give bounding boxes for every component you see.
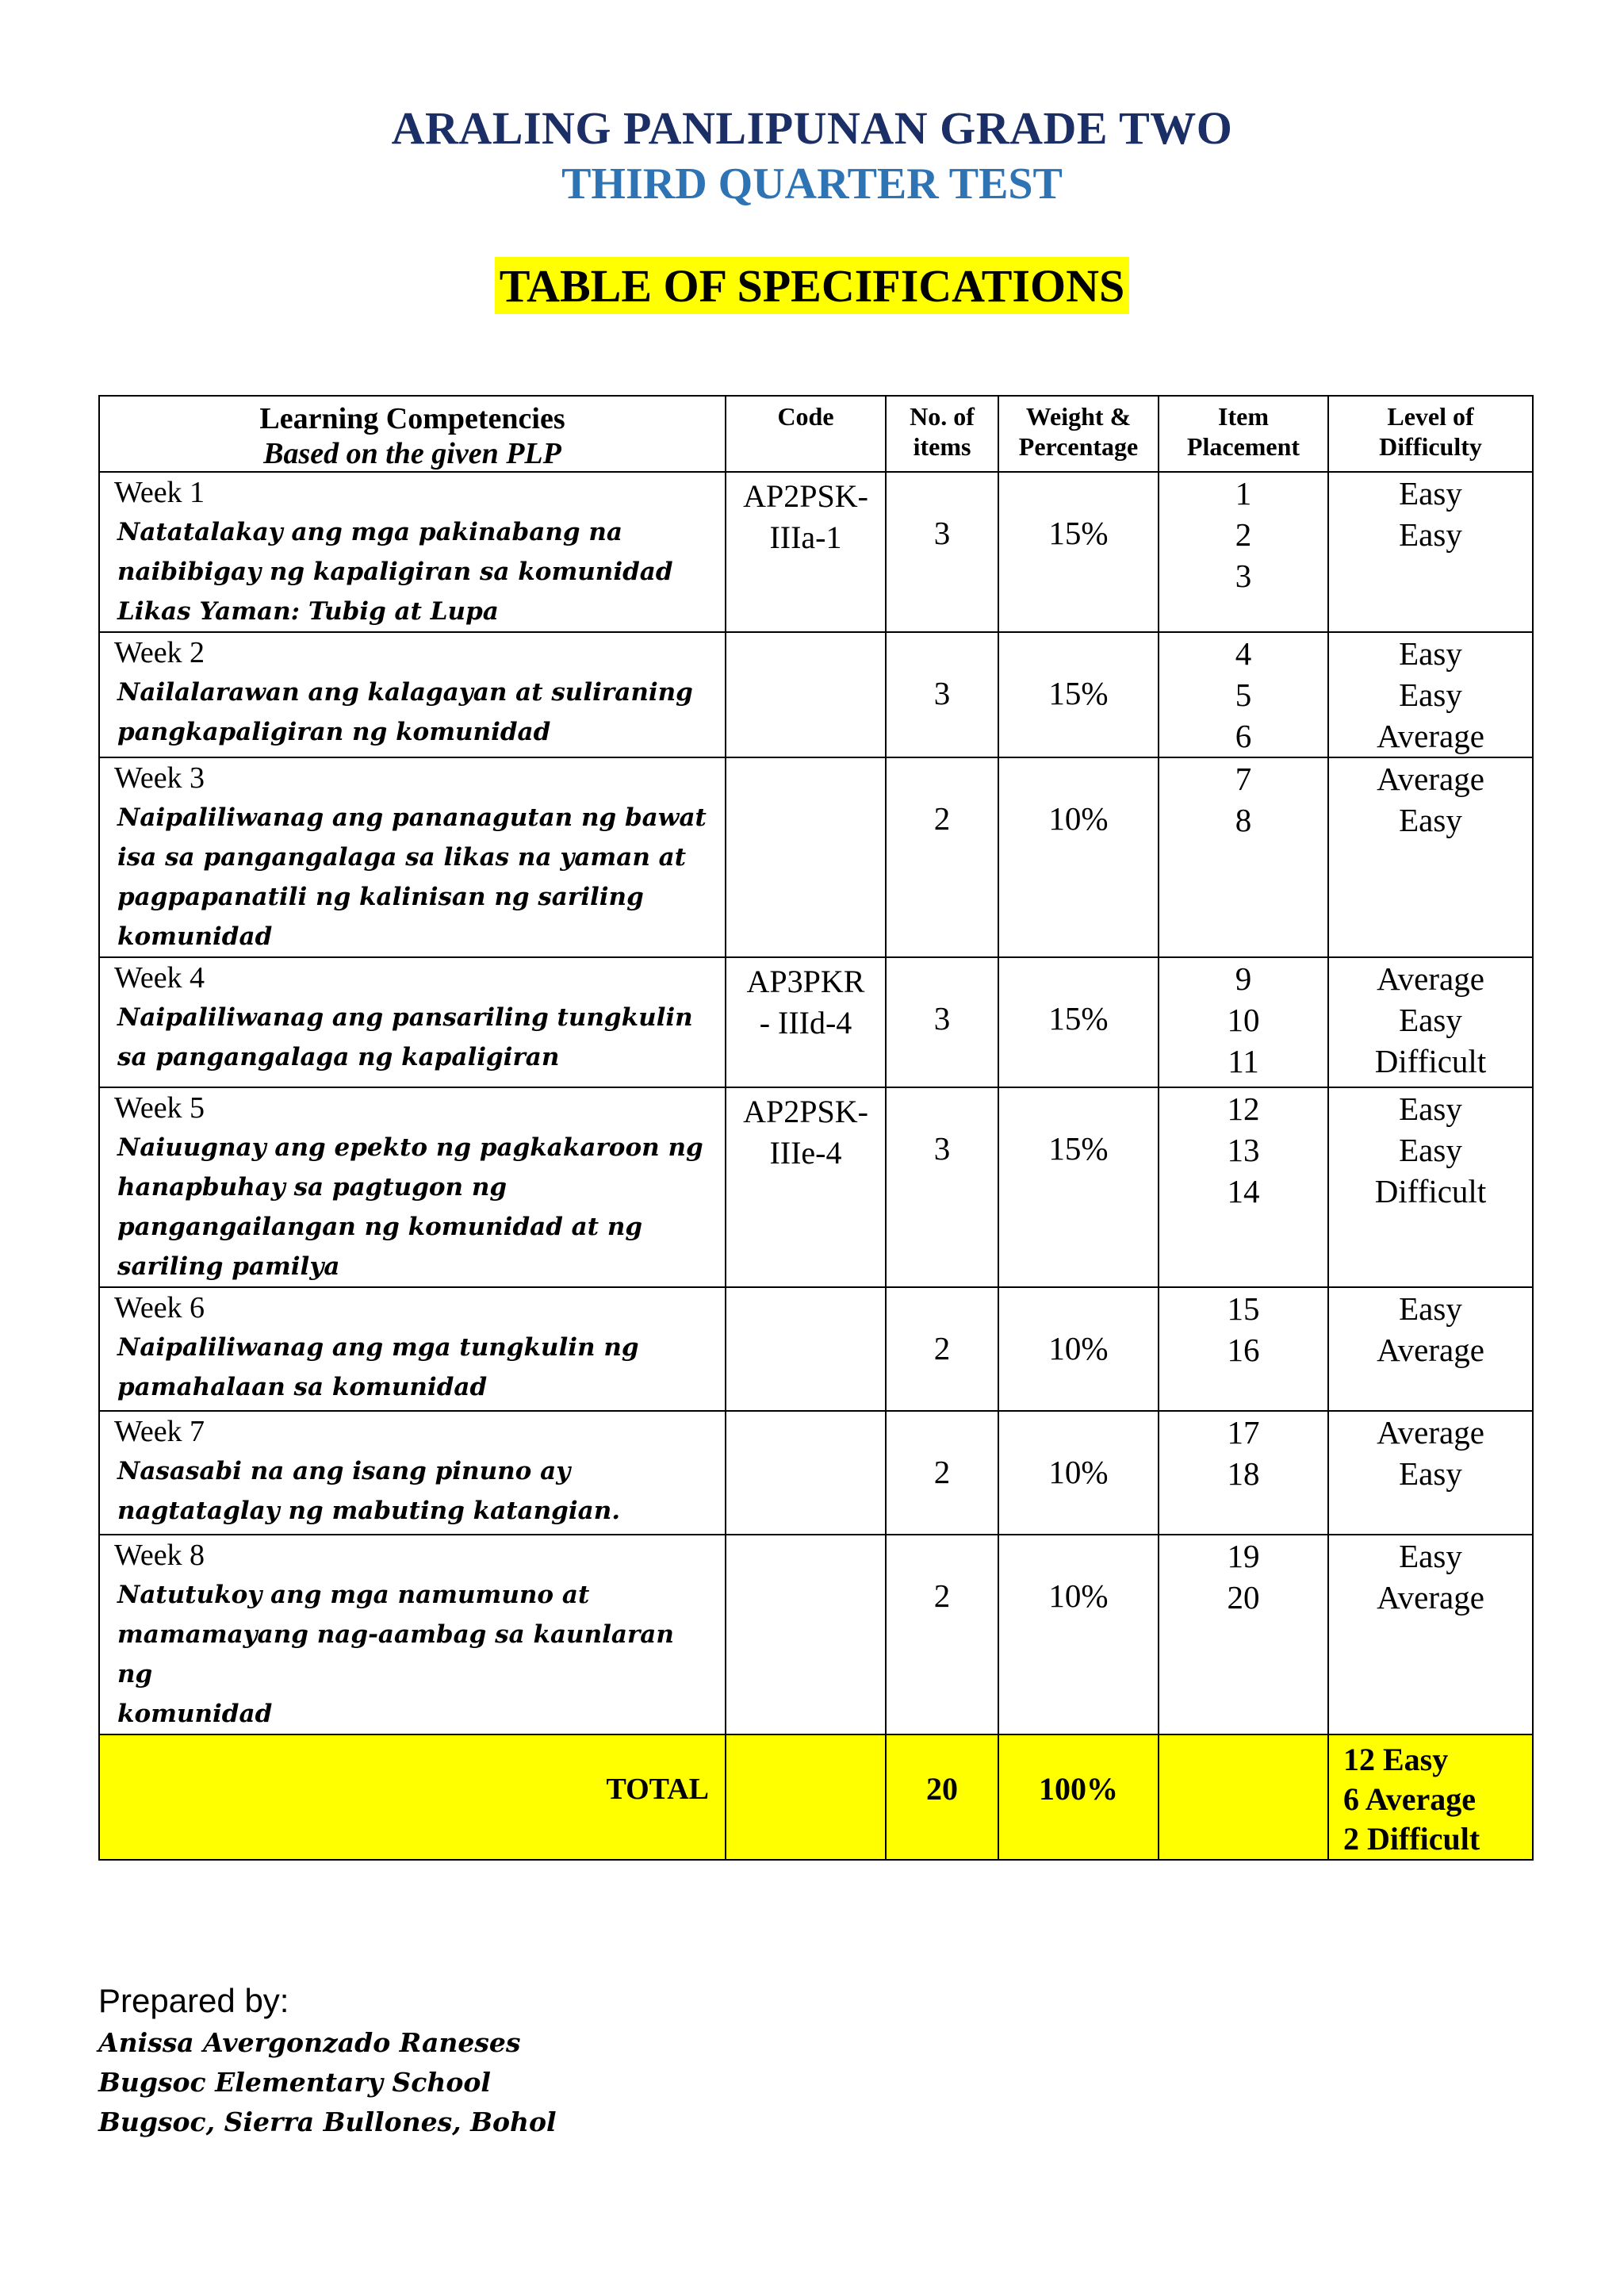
week-label: Week 3 [114, 761, 205, 795]
weight-cell: 15% [998, 957, 1159, 1087]
competency-text: sa pangangalaga ng kapaligiran [117, 1043, 560, 1071]
placement-cell [1159, 1087, 1328, 1287]
difficulty-level: Average [1377, 1579, 1484, 1616]
difficulty-level: Easy [1399, 1091, 1462, 1127]
week-label: Week 7 [114, 1415, 205, 1448]
code-line: IIIe-4 [769, 1135, 842, 1171]
prepared-by-block [98, 1979, 557, 2142]
difficulty-level: Easy [1399, 1538, 1462, 1574]
items-cell: 2 [886, 1411, 998, 1535]
competency-cell [99, 472, 726, 632]
competency-text: sariling pamilya [117, 1252, 340, 1281]
total-code-cell [726, 1734, 886, 1860]
total-difficulty-line: 12 Easy [1343, 1742, 1449, 1777]
competency-text: Naipaliliwanag ang pananagutan ng bawat [117, 803, 707, 832]
placement-number: 18 [1227, 1455, 1260, 1492]
table-row [99, 957, 1533, 1087]
placement-number: 6 [1235, 718, 1252, 754]
code-cell [726, 632, 886, 757]
competency-cell [99, 1535, 726, 1734]
placement-number: 17 [1227, 1414, 1260, 1451]
header-difficulty: Level of Difficulty [1328, 396, 1533, 472]
competency-text: pagpapanatili ng kalinisan ng sariling [117, 883, 644, 911]
difficulty-level: Easy [1399, 1132, 1462, 1168]
competency-text: Likas Yaman: Tubig at Lupa [117, 597, 499, 626]
prepared-by-label: Prepared by: [98, 1982, 289, 2019]
difficulty-cell [1328, 1287, 1533, 1411]
competency-cell [99, 957, 726, 1087]
preparer-school: Bugsoc Elementary School [98, 2067, 491, 2098]
competency-text: Nasasabi na ang isang pinuno ay [117, 1457, 571, 1485]
placement-number: 15 [1227, 1290, 1260, 1327]
total-difficulty [1328, 1734, 1533, 1860]
difficulty-level: Easy [1399, 1290, 1462, 1327]
total-items: 20 [886, 1734, 998, 1860]
competency-cell [99, 1411, 726, 1535]
items-cell: 3 [886, 957, 998, 1087]
code-line: AP2PSK- [743, 1094, 868, 1129]
code-line: AP2PSK- [743, 478, 868, 514]
items-cell: 3 [886, 632, 998, 757]
competency-text: mamamayang nag-aambag sa kaunlaran ng [117, 1620, 674, 1688]
total-row [99, 1734, 1533, 1860]
items-cell: 3 [886, 472, 998, 632]
table-header-row [99, 396, 1533, 472]
week-label: Week 2 [114, 636, 205, 669]
preparer-name: Anissa Avergonzado Raneses [98, 2027, 521, 2058]
header-weight: Weight & Percentage [998, 396, 1159, 472]
placement-number: 14 [1227, 1173, 1260, 1209]
competency-cell [99, 1087, 726, 1287]
code-cell [726, 957, 886, 1087]
difficulty-level: Average [1377, 718, 1484, 754]
code-cell [726, 1287, 886, 1411]
placement-cell [1159, 1411, 1328, 1535]
document-title: ARALING PANLIPUNAN GRADE TWO [391, 102, 1233, 154]
difficulty-cell [1328, 632, 1533, 757]
placement-cell [1159, 957, 1328, 1087]
week-label: Week 8 [114, 1539, 205, 1572]
difficulty-cell [1328, 957, 1533, 1087]
difficulty-level: Easy [1399, 1455, 1462, 1492]
table-row [99, 1535, 1533, 1734]
competency-text: isa sa pangangalaga sa likas na yaman at [117, 843, 687, 872]
competency-text: komunidad [117, 1700, 273, 1728]
week-label: Week 1 [114, 476, 205, 509]
week-label: Week 6 [114, 1291, 205, 1324]
placement-number: 1 [1235, 475, 1252, 512]
difficulty-level: Average [1377, 1414, 1484, 1451]
placement-number: 5 [1235, 677, 1252, 713]
placement-number: 19 [1227, 1538, 1260, 1574]
difficulty-cell [1328, 1087, 1533, 1287]
code-cell [726, 757, 886, 957]
competency-cell [99, 1287, 726, 1411]
placement-number: 4 [1235, 635, 1252, 672]
document-subtitle: THIRD QUARTER TEST [561, 159, 1063, 209]
code-line: - IIId-4 [759, 1005, 852, 1041]
placement-number: 12 [1227, 1091, 1260, 1127]
placement-number: 16 [1227, 1332, 1260, 1368]
placement-cell [1159, 632, 1328, 757]
difficulty-cell [1328, 472, 1533, 632]
difficulty-level: Difficult [1374, 1173, 1487, 1209]
code-cell [726, 1411, 886, 1535]
competency-text: Nailalarawan ang kalagayan at suliraning [117, 678, 693, 707]
code-cell [726, 1535, 886, 1734]
weight-cell: 10% [998, 757, 1159, 957]
competency-text: hanapbuhay sa pagtugon ng [117, 1173, 508, 1202]
header-placement: Item Placement [1159, 396, 1328, 472]
placement-cell [1159, 757, 1328, 957]
difficulty-cell [1328, 757, 1533, 957]
total-placement-cell [1159, 1734, 1328, 1860]
placement-number: 7 [1235, 761, 1252, 797]
code-cell [726, 472, 886, 632]
placement-cell [1159, 472, 1328, 632]
weight-cell: 10% [998, 1287, 1159, 1411]
section-title: TABLE OF SPECIFICATIONS [495, 257, 1130, 314]
total-difficulty-line: 2 Difficult [1343, 1821, 1480, 1857]
code-line: AP3PKR [746, 964, 865, 999]
specifications-table [98, 395, 1534, 1861]
competency-text: naibibigay ng kapaligiran sa komunidad [117, 558, 673, 586]
table-row [99, 472, 1533, 632]
difficulty-level: Easy [1399, 677, 1462, 713]
difficulty-level: Easy [1399, 516, 1462, 553]
weight-cell: 15% [998, 1087, 1159, 1287]
placement-cell [1159, 1287, 1328, 1411]
placement-number: 10 [1227, 1002, 1260, 1038]
header-items: No. of items [886, 396, 998, 472]
preparer-address: Bugsoc, Sierra Bullones, Bohol [98, 2106, 557, 2137]
placement-number: 20 [1227, 1579, 1260, 1616]
competency-cell [99, 757, 726, 957]
difficulty-level: Easy [1399, 635, 1462, 672]
competency-text: Natatalakay ang mga pakinabang na [117, 518, 622, 546]
placement-number: 11 [1228, 1043, 1259, 1079]
competency-text: pangkapaligiran ng komunidad [117, 718, 551, 746]
weight-cell: 10% [998, 1535, 1159, 1734]
table-row [99, 1287, 1533, 1411]
week-label: Week 5 [114, 1091, 205, 1125]
competency-text: pamahalaan sa komunidad [117, 1373, 488, 1401]
difficulty-level: Easy [1399, 475, 1462, 512]
weight-cell: 10% [998, 1411, 1159, 1535]
placement-cell [1159, 1535, 1328, 1734]
placement-number: 2 [1235, 516, 1252, 553]
code-line: IIIa-1 [769, 519, 842, 555]
competency-text: nagtataglay ng mabuting katangian. [117, 1497, 621, 1525]
competency-cell [99, 632, 726, 757]
difficulty-level: Easy [1399, 1002, 1462, 1038]
items-cell: 2 [886, 1535, 998, 1734]
difficulty-level: Easy [1399, 802, 1462, 838]
difficulty-cell [1328, 1535, 1533, 1734]
placement-number: 13 [1227, 1132, 1260, 1168]
weight-cell: 15% [998, 472, 1159, 632]
weight-cell: 15% [998, 632, 1159, 757]
items-cell: 2 [886, 757, 998, 957]
items-cell: 3 [886, 1087, 998, 1287]
table-row [99, 757, 1533, 957]
week-label: Week 4 [114, 961, 205, 995]
table-row [99, 1411, 1533, 1535]
difficulty-level: Average [1377, 960, 1484, 997]
competency-text: Natutukoy ang mga namumuno at [117, 1581, 590, 1609]
placement-number: 8 [1235, 802, 1252, 838]
table-row [99, 1087, 1533, 1287]
table-row [99, 632, 1533, 757]
items-cell: 2 [886, 1287, 998, 1411]
difficulty-level: Difficult [1374, 1043, 1487, 1079]
header-code: Code [726, 396, 886, 472]
difficulty-level: Average [1377, 761, 1484, 797]
difficulty-level: Average [1377, 1332, 1484, 1368]
placement-number: 3 [1235, 558, 1252, 594]
competency-text: Naipaliliwanag ang mga tungkulin ng [117, 1333, 639, 1362]
total-difficulty-line: 6 Average [1343, 1781, 1476, 1817]
total-label: TOTAL [99, 1734, 726, 1860]
placement-number: 9 [1235, 960, 1252, 997]
difficulty-cell [1328, 1411, 1533, 1535]
competency-text: Naipaliliwanag ang pansariling tungkulin [117, 1003, 693, 1032]
competency-text: Naiuugnay ang epekto ng pagkakaroon ng [117, 1133, 703, 1162]
competency-text: pangangailangan ng komunidad at ng [117, 1213, 643, 1241]
competency-text: komunidad [117, 922, 273, 951]
total-weight: 100% [998, 1734, 1159, 1860]
header-competencies: Learning Competencies Based on the given PLP [99, 396, 726, 472]
code-cell [726, 1087, 886, 1287]
